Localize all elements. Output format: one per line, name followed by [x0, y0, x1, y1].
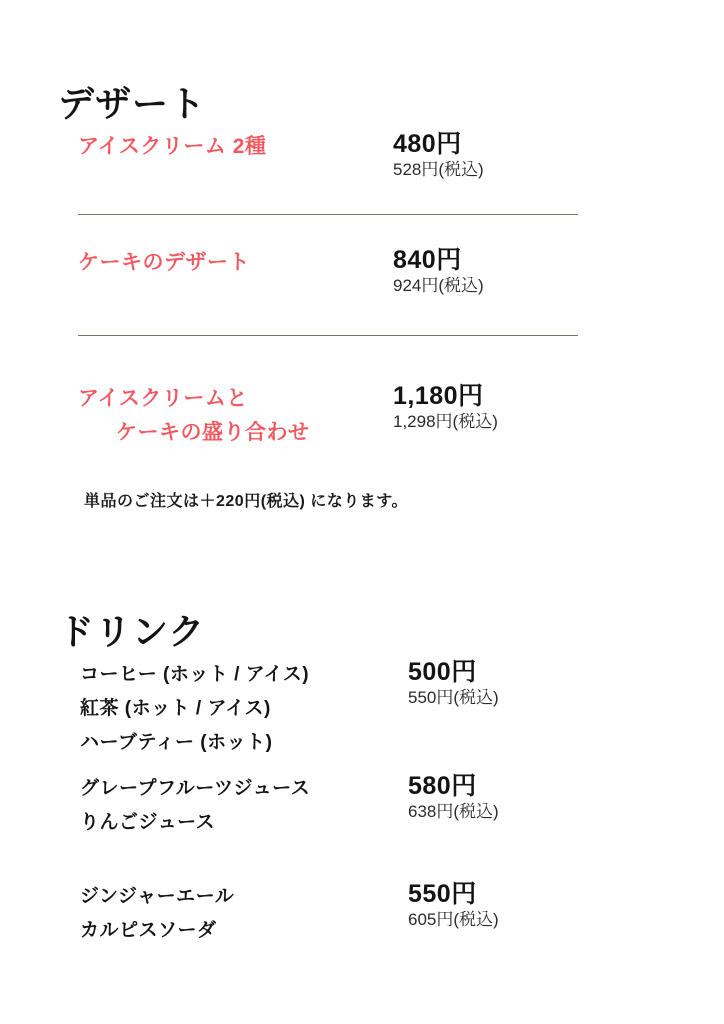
menu-item-price [393, 246, 603, 297]
menu-item-name-line2: カルピスソーダ [80, 920, 217, 941]
menu-item-name-line1: アイスクリーム 2種 [78, 135, 267, 158]
menu-item-name-line1: アイスクリームと [78, 387, 248, 410]
section-heading-drink: ドリンク [58, 611, 206, 653]
menu-item-name [78, 382, 310, 450]
price-tax-included: 528円(税込) [393, 160, 484, 179]
menu-item [78, 246, 638, 316]
price-main: 550円 [408, 880, 477, 908]
menu-item-name-line1: グレープフルーツジュース [80, 778, 311, 799]
menu-item-name-line1: ケーキのデザート [78, 251, 250, 274]
menu-item-name [78, 130, 266, 164]
menu-item-price [408, 658, 618, 709]
menu-item-name-line2: 紅茶 (ホット / アイス) [80, 698, 271, 719]
price-main: 840円 [393, 246, 462, 274]
menu-item-price [393, 130, 603, 181]
menu-item-price [408, 880, 618, 931]
menu-item-name-line1: コーヒー (ホット / アイス) [80, 664, 310, 685]
menu-item-name-line2: りんごジュース [80, 812, 216, 833]
price-main: 480円 [393, 130, 462, 158]
menu-item-name-line2: ケーキの盛り合わせ [116, 421, 310, 444]
menu-item [78, 130, 638, 200]
menu-item-name-line1: ジンジャーエール [80, 886, 235, 907]
price-main: 500円 [408, 658, 477, 686]
menu-item-name-line3: ハーブティー (ホット) [80, 732, 273, 753]
price-tax-included: 1,298円(税込) [393, 412, 498, 431]
price-main: 580円 [408, 772, 477, 800]
menu-item-name [80, 772, 310, 840]
price-main: 1,180円 [393, 382, 484, 410]
menu-item [78, 382, 638, 452]
menu-item-name [80, 880, 234, 948]
divider [78, 335, 578, 336]
price-tax-included: 550円(税込) [408, 688, 499, 707]
menu-item-price [393, 382, 603, 433]
dessert-note: 単品のご注文は＋220円(税込) になります。 [84, 493, 409, 510]
menu-item-price [408, 772, 618, 823]
section-heading-dessert: デザート [58, 83, 207, 125]
price-tax-included: 605円(税込) [408, 910, 499, 929]
divider [78, 214, 578, 215]
menu-item-name [80, 658, 309, 760]
price-tax-included: 638円(税込) [408, 802, 499, 821]
price-tax-included: 924円(税込) [393, 276, 484, 295]
menu-item-name [78, 246, 250, 280]
